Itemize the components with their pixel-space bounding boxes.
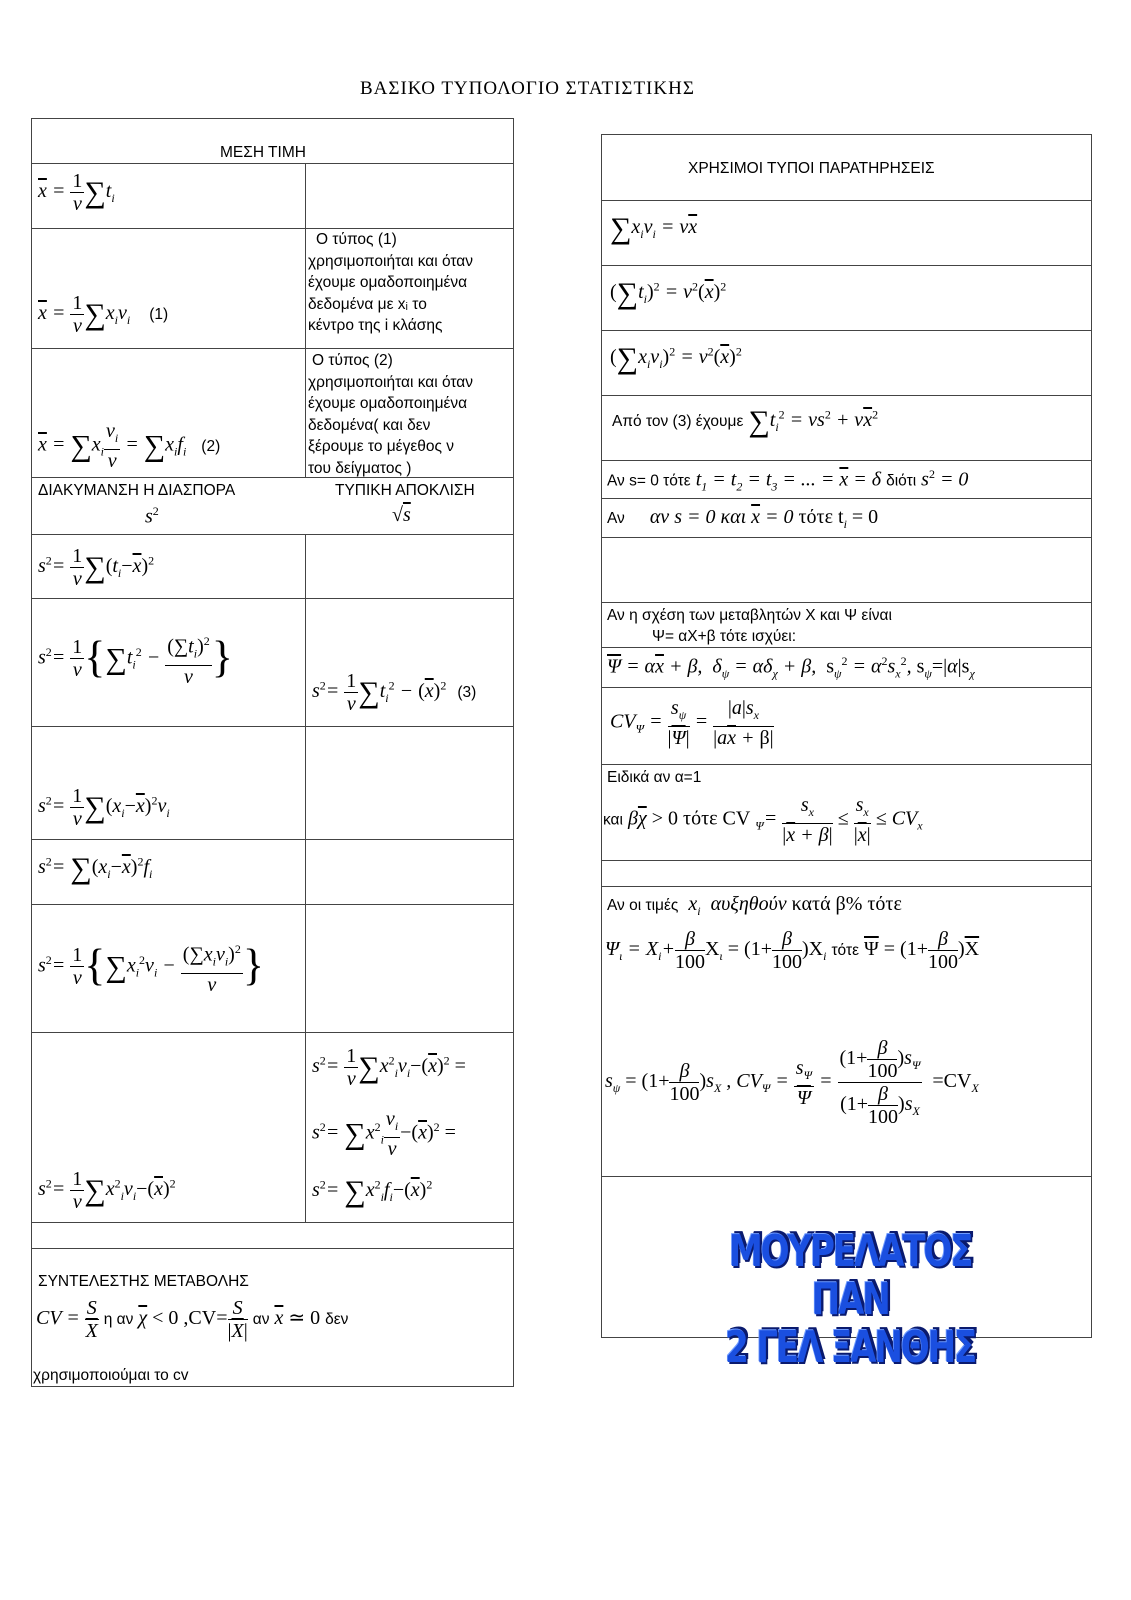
formula-cv: CV = $\frac{S}{X}$ η αν $\overline{\chi} < 0$ ,CV= $\frac{S}{|\overline{X}|}$ αν $\overline{x}$ ≃ 0 δεν bbox=[36, 1297, 349, 1342]
formula-variance-grouped-2: $s^2=$ $\frac{1}{\nu}$ {$\sum x_i^2\nu_i$ − $\frac{(\sum x_i\nu_i)^2}{\nu}$ } bbox=[38, 938, 264, 996]
formula-variance-grouped: $s^2=$ $\frac{1}{\nu}$ $\sum(x_i-\overline{x})^2\nu_i$ bbox=[38, 785, 170, 830]
variance-header: ΔΙΑΚΥΜΑΝΣΗ Η ΔΙΑΣΠΟΡΑ bbox=[38, 482, 236, 499]
note-formula-1: Ο τύπος (1) χρησιμοποιήται και όταν έχουμε ομαδοποιημένα δεδομένα με xᵢ το κέντρο της i κλάσης bbox=[308, 231, 473, 334]
formula-cv-transform: $CV_\Psi$ = $\frac{s_\psi}{|\overline{\Psi}|}$ = $\frac{|a|s_x}{|a\overline{x} + \beta|}$ bbox=[610, 697, 774, 749]
formula-linear-transform: $\overline{\Psi} = \alpha\overline{x} + \beta$, $\delta_\psi = \alpha\delta_\chi + \beta$, $s_\psi^2 = \alpha^2s_x^2$, $s_\psi=|\alpha|s_\chi$ bbox=[607, 654, 975, 681]
special-case-1: Ειδικά αν α=1 bbox=[607, 769, 702, 786]
variance-symbol: $s^2$ bbox=[145, 504, 159, 528]
formula-mean-grouped: $\overline{x}$ = $\frac{1}{\nu}$ $\sum x_i\nu_i$ (1) bbox=[38, 292, 169, 337]
formula-increase: $\Psi_\iota = X_i+$ $\frac{\beta}{100}$ $X_\iota = (1+$ $\frac{\beta}{100}$ )$X_i$ τότε $\overline{\Psi} = (1+$ $\frac{\beta}{100}$ )$\overline{X}$ bbox=[605, 928, 980, 973]
formula-sum-t-squared: $(\sum t_i)^2 = \nu^2(\overline{x})^2$ bbox=[610, 277, 727, 310]
formula-special-case: και $\beta\overline{\chi} > 0$ τότε CV $_\Psi$= $\frac{s_x}{|\overline{x} + \beta|}$ ≤ $\frac{s_x}{|\overline{x}|}$ ≤ $CV_x$ bbox=[603, 794, 923, 846]
formula-variance-4c: $s^2= \sum x^2_if_i-(\overline{x})^2$ bbox=[312, 1175, 433, 1208]
std-symbol: √s bbox=[392, 504, 411, 526]
mean-header: ΜΕΣΗ ΤΙΜΗ bbox=[220, 144, 306, 161]
increase-statement: Αν οι τιμές $x_i$ αυξηθούν κατά β% τότε bbox=[607, 893, 902, 918]
formula-variance-1: $s^2=$ $\frac{1}{\nu}$ $\sum(t_i-\overline{x})^2$ bbox=[38, 545, 155, 590]
formula-mean-relative: $\overline{x} = \sum x_i$ $\frac{\nu_i}{\nu}$ = $\sum x_if_i$ (2) bbox=[38, 420, 221, 472]
page-title: ΒΑΣΙΚΟ ΤΥΠΟΛΟΓΙΟ ΣΤΑΤΙΣΤΙΚΗΣ bbox=[360, 78, 695, 99]
formula-variance-4b: $s^2= \sum x^2_i$ $\frac{\nu_i}{\nu}$ $-(\overline{x})^2$ = bbox=[312, 1108, 456, 1160]
note-formula-2: Ο τύπος (2) χρησιμοποιήται και όταν έχουμε ομαδοποιημένα δεδομένα( και δεν ξέρουμε το μέγεθος ν του δείγματος ) bbox=[308, 352, 473, 477]
label-2: (2) bbox=[201, 437, 221, 455]
right-header: ΧΡΗΣΙΜΟΙ ΤΥΠΟΙ ΠΑΡΑΤΗΡΗΣΕΙΣ bbox=[688, 160, 935, 177]
formula-variance-4a: $s^2=$ $\frac{1}{\nu}$ $\sum x^2_i\nu_i-(\overline{x})^2$ = bbox=[312, 1045, 466, 1090]
author-stamp: ΜΟΥΡΕΛΑΤΟΣ ΠΑΝ 2 ΓΕΛ ΞΑΝΘΗΣ bbox=[725, 1226, 975, 1373]
formula-variance-relative: $s^2= \sum(x_i-\overline{x})^2f_i$ bbox=[38, 852, 153, 885]
formula-s-zero: Αν s= 0 τότε $t_1 = t_2 = t_3$ = ... = $\overline{x} = \delta$ διότι $s^2 = 0$ bbox=[607, 467, 969, 494]
label-1: (1) bbox=[149, 306, 169, 324]
formula-variance-4-left: $s^2=$ $\frac{1}{\nu}$ $\sum x^2_i\nu_i-(\overline{x})^2$ bbox=[38, 1168, 176, 1213]
std-header: ΤΥΠΙΚΗ ΑΠΟΚΛΙΣΗ bbox=[335, 482, 475, 499]
formula-variance-2: $s^2=$ $\frac{1}{\nu}$ {$\sum t_i^2$ − $\frac{(\sum t_i)^2}{\nu}$ } bbox=[38, 630, 233, 688]
formula-from-3: Από τον (3) έχουμε $\sum t_i^2 = \nu s^2 + \nu\overline{x}^2$ bbox=[612, 405, 879, 438]
formula-variance-3: $s^2=$ $\frac{1}{\nu}$ $\sum t_i^2 - (\overline{x})^2$ (3) bbox=[312, 670, 477, 715]
formula-mean-simple: $\overline{x}$ = $\frac{1}{\nu}$ $\sum t_i$ bbox=[38, 170, 115, 215]
relation-text-1: Αν η σχέση των μεταβλητών Χ και Ψ είναι bbox=[607, 607, 892, 624]
relation-text-2: Ψ= αΧ+β τότε ισχύει: bbox=[652, 628, 797, 645]
formula-sum-xv-squared: $(\sum x_i\nu_i)^2 = \nu^2(\overline{x})^2$ bbox=[610, 342, 742, 375]
label-3: (3) bbox=[457, 684, 477, 702]
cv-footer: χρησιμοποιούμαι το cv bbox=[33, 1367, 189, 1384]
cv-header: ΣΥΝΤΕΛΕΣΤΗΣ ΜΕΤΑΒΟΛΗΣ bbox=[38, 1273, 249, 1290]
formula-increase-cv: $s_\psi = (1+$ $\frac{\beta}{100}$ )$s_X$ , $CV_\Psi$ = $\frac{s_\Psi}{\Psi}$ = (1+ $\frac{\beta}{100}$ )$s_\Psi$ (1+ $\frac{\beta}{100}$ )$s_X$ $=CV_X$ bbox=[605, 1037, 979, 1128]
formula-sum-xv: $\sum x_i\nu_i = \nu\overline{x}$ bbox=[610, 212, 698, 245]
formula-s-zero-mean-zero: Αν αν s = 0 και $\overline{x} = 0$ τότε $t_i = 0$ bbox=[607, 506, 879, 531]
